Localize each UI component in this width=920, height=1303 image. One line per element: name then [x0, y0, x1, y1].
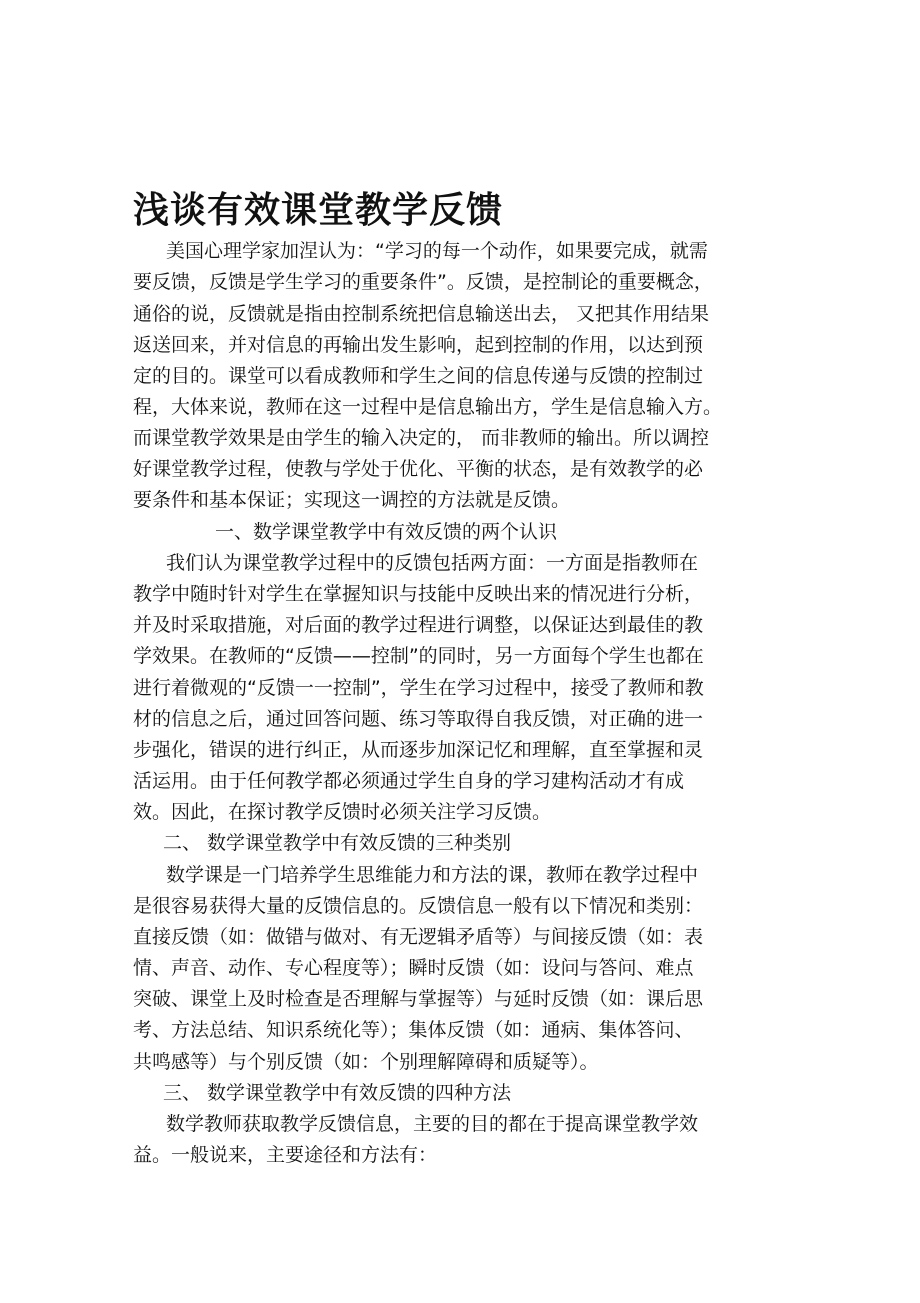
- section-heading-1: 一、数学课堂教学中有效反馈的两个认识: [215, 521, 558, 543]
- paragraph-line: 是很容易获得大量的反馈信息的。反馈信息一般有以下情况和类别：: [133, 895, 704, 917]
- paragraph-line: 考、方法总结、知识系统化等）；集体反馈（如：通病、集体答问、: [133, 1019, 694, 1041]
- paragraph-line: 我们认为课堂教学过程中的反馈包括两方面：一方面是指教师在: [166, 552, 699, 574]
- paragraph-line: 进行着微观的“反馈一一控制”，学生在学习过程中，接受了教师和教: [133, 677, 704, 699]
- paragraph-line: 情、声音、动作、专心程度等）；瞬时反馈（如：设问与答问、难点: [133, 957, 694, 979]
- paragraph-line: 直接反馈（如：做错与做对、有无逻辑矛盾等）与间接反馈（如：表: [133, 926, 704, 948]
- paragraph-line: 教学中随时针对学生在掌握知识与技能中反映出来的情况进行分析，: [133, 583, 704, 605]
- paragraph-line: 益。一般说来，主要途径和方法有：: [133, 1144, 438, 1166]
- paragraph-line: 要反馈，反馈是学生学习的重要条件”。反馈，是控制论的重要概念，: [133, 271, 713, 293]
- paragraph-line: 返送回来，并对信息的再输出发生影响，起到控制的作用，以达到预: [133, 334, 704, 356]
- paragraph-line: 活运用。由于任何教学都必须通过学生自身的学习建构活动才有成: [133, 770, 685, 792]
- paragraph-line: 定的目的。课堂可以看成教师和学生之间的信息传递与反馈的控制过: [133, 365, 704, 387]
- paragraph-line: 并及时采取措施，对后面的教学过程进行调整，以保证达到最佳的教: [133, 614, 704, 636]
- paragraph-line: 学效果。在教师的“反馈——控制”的同时，另一方面每个学生也都在: [133, 645, 704, 667]
- paragraph-line: 数学课是一门培养学生思维能力和方法的课，教师在教学过程中: [166, 864, 699, 886]
- paragraph-line: 要条件和基本保证；实现这一调控的方法就是反馈。: [133, 489, 571, 511]
- section-heading-2: 二、 数学课堂教学中有效反馈的三种类别: [163, 832, 512, 854]
- section-heading-3: 三、 数学课堂教学中有效反馈的四种方法: [163, 1082, 512, 1104]
- paragraph-line: 而课堂教学效果是由学生的输入决定的， 而非教师的输出。所以调控: [133, 427, 710, 449]
- paragraph-line: 通俗的说，反馈就是指由控制系统把信息输送出去， 又把其作用结果: [133, 303, 710, 325]
- paragraph-line: 共鸣感等）与个别反馈（如：个别理解障碍和质疑等）。: [133, 1051, 599, 1073]
- document-title: 浅谈有效课堂教学反馈: [133, 190, 504, 231]
- paragraph-line: 材的信息之后，通过回答问题、练习等取得自我反馈，对正确的进一: [133, 708, 704, 730]
- paragraph-line: 程，大体来说，教师在这一过程中是信息输出方，学生是信息输入方。: [133, 396, 723, 418]
- paragraph-line: 步强化，错误的进行纠正，从而逐步加深记忆和理解，直至掌握和灵: [133, 739, 704, 761]
- paragraph-line: 突破、课堂上及时检查是否理解与掌握等）与延时反馈（如：课后思: [133, 988, 704, 1010]
- paragraph-line: 美国心理学家加涅认为：“学习的每一个动作，如果要完成，就需: [166, 240, 708, 262]
- paragraph-line: 效。因此，在探讨教学反馈时必须关注学习反馈。: [133, 801, 552, 823]
- paragraph-line: 好课堂教学过程，使教与学处于优化、平衡的状态，是有效教学的必: [133, 458, 704, 480]
- paragraph-line: 数学教师获取教学反馈信息，主要的目的都在于提高课堂教学效: [166, 1113, 699, 1135]
